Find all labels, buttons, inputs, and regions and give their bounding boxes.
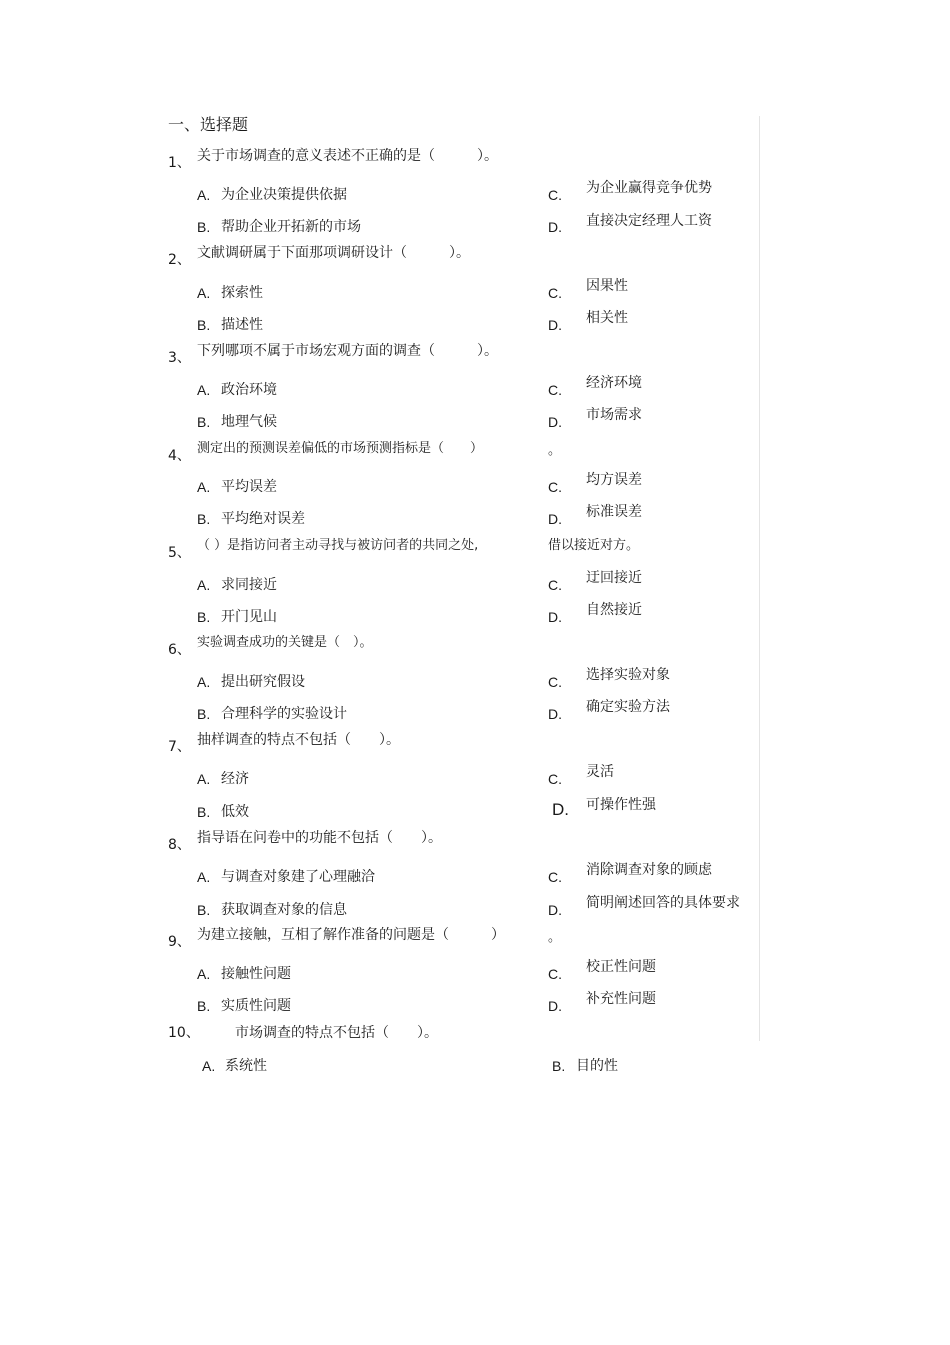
option-text: 确定实验方法 xyxy=(586,699,670,715)
option-text: 标准误差 xyxy=(586,504,642,520)
option-text: 接触性问题 xyxy=(221,966,291,982)
option-letter: A. xyxy=(197,577,211,593)
option-letter: C. xyxy=(548,966,562,982)
option-letter: D. xyxy=(548,902,562,918)
question-number: 7、 xyxy=(168,739,191,755)
option-letter: B. xyxy=(197,609,211,625)
option-text: 帮助企业开拓新的市场 xyxy=(221,219,361,235)
option-letter: D. xyxy=(548,414,562,430)
option-text: 目的性 xyxy=(576,1058,618,1074)
option-text: 消除调查对象的顾虑 xyxy=(586,862,712,878)
option-letter: D. xyxy=(548,219,562,235)
option-letter: B. xyxy=(197,902,211,918)
option-letter: C. xyxy=(548,869,562,885)
option-text: 描述性 xyxy=(221,317,263,333)
question-text: 测定出的预测误差偏低的市场预测指标是（ ） xyxy=(197,441,484,456)
option-letter: C. xyxy=(548,771,562,787)
option-text: 开门见山 xyxy=(221,609,277,625)
option-text: 迂回接近 xyxy=(586,570,642,586)
question-number: 8、 xyxy=(168,837,191,853)
option-text: 直接决定经理人工资 xyxy=(586,213,712,229)
option-text: 相关性 xyxy=(586,310,628,326)
option-text: 低效 xyxy=(221,804,249,820)
question-number: 9、 xyxy=(168,934,191,950)
question-number: 1、 xyxy=(168,155,191,171)
option-text: 经济环境 xyxy=(586,375,642,391)
option-letter: A. xyxy=(197,966,211,982)
question-text: 指导语在问卷中的功能不包括（ ）。 xyxy=(197,830,442,846)
option-text: 系统性 xyxy=(225,1058,267,1074)
option-letter: A. xyxy=(197,285,211,301)
option-letter: B. xyxy=(197,317,211,333)
question-tail: 。 xyxy=(548,930,562,945)
option-text: 选择实验对象 xyxy=(586,667,670,683)
option-letter: A. xyxy=(202,1058,216,1074)
question-number: 10、 xyxy=(168,1025,200,1041)
option-text: 实质性问题 xyxy=(221,998,291,1014)
option-text: 因果性 xyxy=(586,278,628,294)
option-text: 地理气候 xyxy=(221,414,277,430)
option-letter: C. xyxy=(548,479,562,495)
option-letter: A. xyxy=(197,674,211,690)
section-title: 一、选择题 xyxy=(168,115,249,134)
option-text: 平均误差 xyxy=(221,479,277,495)
option-letter: D. xyxy=(548,317,562,333)
option-text: 求同接近 xyxy=(221,577,277,593)
option-text: 补充性问题 xyxy=(586,991,656,1007)
question-text: 文献调研属于下面那项调研设计（ ）。 xyxy=(197,245,470,261)
option-letter: A. xyxy=(197,187,211,203)
option-letter: B. xyxy=(197,804,211,820)
question-text: 关于市场调查的意义表述不正确的是（ ）。 xyxy=(197,148,498,164)
margin-rule xyxy=(759,116,760,1041)
option-letter: A. xyxy=(197,771,211,787)
option-letter: B. xyxy=(197,706,211,722)
option-letter: A. xyxy=(197,382,211,398)
option-text: 获取调查对象的信息 xyxy=(221,902,347,918)
option-text: 可操作性强 xyxy=(586,797,656,813)
option-letter: C. xyxy=(548,577,562,593)
option-letter: A. xyxy=(197,479,211,495)
option-letter: D. xyxy=(548,706,562,722)
option-text: 探索性 xyxy=(221,285,263,301)
option-letter: D. xyxy=(552,800,569,819)
option-text: 与调查对象建了心理融洽 xyxy=(221,869,375,885)
option-letter: B. xyxy=(197,414,211,430)
option-letter: C. xyxy=(548,187,562,203)
option-text: 合理科学的实验设计 xyxy=(221,706,347,722)
question-number: 6、 xyxy=(168,642,191,658)
option-text: 校正性问题 xyxy=(586,959,656,975)
option-text: 均方误差 xyxy=(586,472,642,488)
option-text: 简明阐述回答的具体要求 xyxy=(586,895,740,911)
option-letter: B. xyxy=(197,998,211,1014)
option-letter: B. xyxy=(197,511,211,527)
option-text: 政治环境 xyxy=(221,382,277,398)
option-letter: B. xyxy=(552,1058,566,1074)
question-tail: 。 xyxy=(548,443,562,458)
question-tail: 借以接近对方。 xyxy=(548,538,640,553)
option-text: 自然接近 xyxy=(586,602,642,618)
option-text: 市场需求 xyxy=(586,407,642,423)
option-text: 经济 xyxy=(221,771,249,787)
question-number: 4、 xyxy=(168,448,191,464)
option-letter: D. xyxy=(548,609,562,625)
option-letter: C. xyxy=(548,674,562,690)
option-text: 为企业赢得竞争优势 xyxy=(586,180,712,196)
option-letter: A. xyxy=(197,869,211,885)
question-number: 3、 xyxy=(168,350,191,366)
question-number: 5、 xyxy=(168,545,191,561)
option-letter: D. xyxy=(548,511,562,527)
question-text: 抽样调查的特点不包括（ ）。 xyxy=(197,732,400,748)
option-text: 灵活 xyxy=(586,764,614,780)
question-text: 市场调查的特点不包括（ ）。 xyxy=(235,1025,438,1041)
question-text: 实验调查成功的关键是（ ）。 xyxy=(197,635,373,650)
option-letter: C. xyxy=(548,382,562,398)
question-text: 为建立接触，互相了解作准备的问题是（ ） xyxy=(197,927,505,943)
option-text: 为企业决策提供依据 xyxy=(221,187,347,203)
option-letter: B. xyxy=(197,219,211,235)
option-letter: C. xyxy=(548,285,562,301)
question-number: 2、 xyxy=(168,252,191,268)
option-letter: D. xyxy=(548,998,562,1014)
option-text: 平均绝对误差 xyxy=(221,511,305,527)
option-text: 提出研究假设 xyxy=(221,674,305,690)
question-text: 下列哪项不属于市场宏观方面的调查（ ）。 xyxy=(197,343,498,359)
question-text: （ ）是指访问者主动寻找与被访问者的共同之处, xyxy=(197,538,479,553)
